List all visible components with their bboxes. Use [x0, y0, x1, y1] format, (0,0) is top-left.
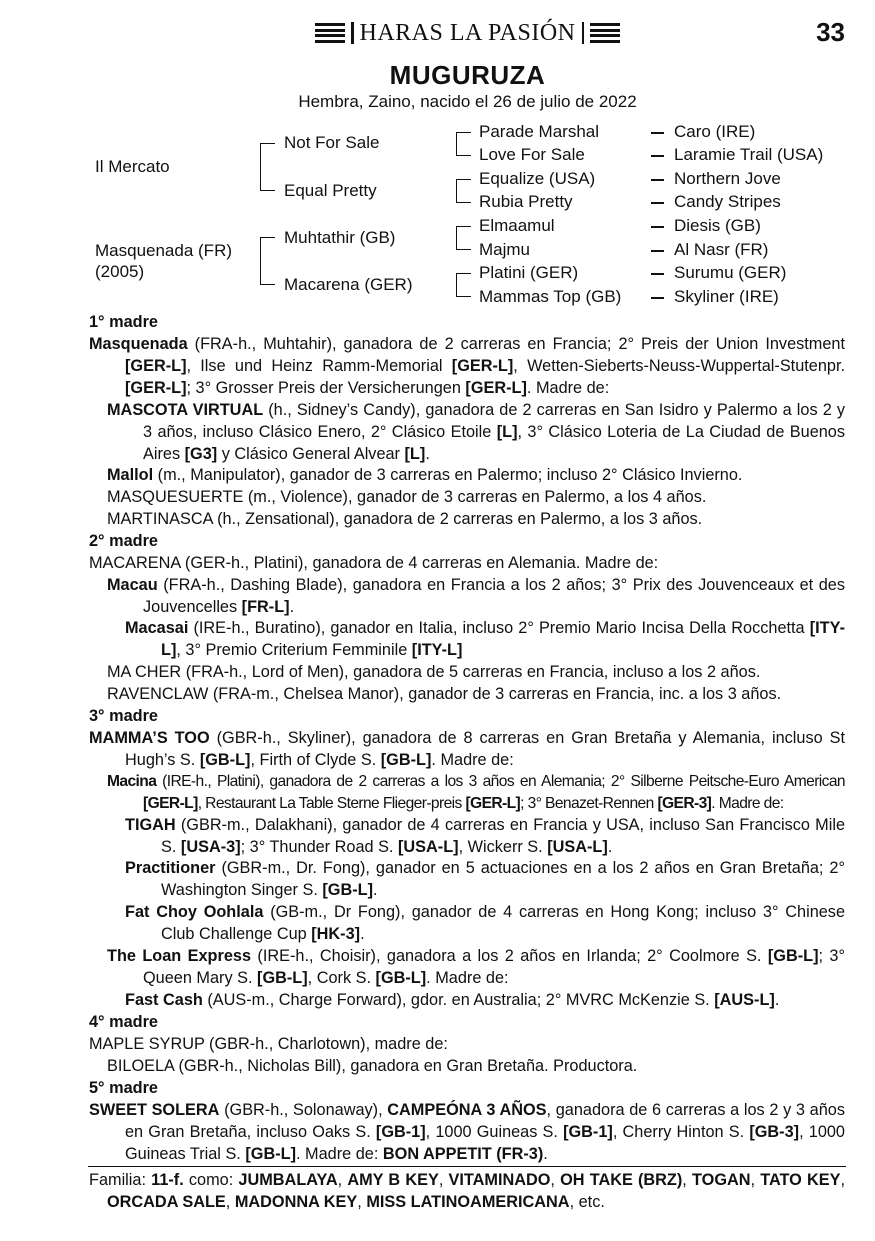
entry-text: (AUS-m., Charge Forward), gdor. en Australia; 2° MVRC McKenzie S.	[202, 991, 715, 1009]
entry-text: (IRE-h., Platini), ganadora de 2 carreras a los 3 años en Alemania; 2° Silberne Peitsche-Euro American	[156, 773, 845, 790]
entry-text: (GBR-h., Solonaway),	[219, 1101, 388, 1119]
race-grade: [GB-L]	[375, 968, 427, 987]
entry-macasai	[125, 618, 845, 662]
pedigree-dash	[651, 273, 664, 275]
section-heading: 1° madre	[89, 313, 158, 331]
race-grade: [GER-L]	[125, 378, 187, 397]
race-grade: [GER-L]	[465, 794, 521, 812]
pedigree-gen4: Al Nasr (FR)	[674, 240, 769, 259]
entry-text: (GBR-m., Dr. Fong), ganador en 5 actuaciones en a los 2 años en Gran Bretaña; 2° Washington Singer S.	[161, 859, 845, 899]
entry-macarena: MACARENA (GER-h., Platini), ganadora de 4 carreras en Alemania. Madre de:	[89, 554, 659, 572]
entry-mascota-virtual	[107, 400, 845, 465]
entry-name: Fat Choy Oohlala	[125, 903, 264, 921]
family-sep: ,	[337, 1171, 348, 1189]
horse-description: Hembra, Zaino, nacido el 26 de julio de 2022	[298, 92, 637, 111]
entry-text: , Wickerr S.	[458, 837, 548, 856]
entry-tigah	[125, 815, 845, 859]
entry-macina	[107, 771, 845, 815]
entry-fat-choy-oohlala	[125, 902, 845, 946]
race-grade: [HK-3]	[311, 924, 361, 943]
entry-text: (IRE-h., Buratino), ganador en Italia, incluso 2° Premio Mario Incisa Della Rocchetta	[188, 619, 810, 637]
entry-text: .	[543, 1144, 548, 1163]
race-grade: [GB-L]	[322, 880, 374, 899]
pedigree-dash	[651, 132, 664, 134]
pedigree-gen4: Laramie Trail (USA)	[674, 145, 824, 164]
entry-text: , Ilse und Heinz Ramm-Memorial	[186, 356, 452, 375]
pedigree-dash	[651, 250, 664, 252]
entry-name: Macasai	[125, 619, 189, 637]
pedigree-gen2: Equal Pretty	[284, 181, 377, 200]
family-sep: ,	[682, 1171, 692, 1189]
family-text: , etc.	[569, 1192, 605, 1211]
pedigree-dash	[651, 179, 664, 181]
pedigree-gen4: Diesis (GB)	[674, 216, 761, 235]
entry-text: , 3° Clásico Loteria de La Ciudad de Buenos Aires	[143, 422, 845, 463]
entry-text: .	[607, 837, 613, 856]
brand-name: HARAS LA PASIÓN	[359, 19, 576, 46]
pedigree-gen3: Mammas Top (GB)	[479, 287, 622, 306]
horse-name: MUGURUZA	[389, 60, 546, 90]
family-sep: ,	[840, 1171, 845, 1189]
family-sep: ,	[750, 1171, 761, 1189]
family-member: JUMBALAYA	[238, 1171, 338, 1189]
family-line	[89, 1170, 845, 1214]
race-grade: [USA-L]	[547, 837, 608, 856]
pedigree-dash	[651, 297, 664, 299]
pedigree-gen2: Not For Sale	[284, 133, 380, 152]
race-grade: [GER-L]	[451, 356, 514, 375]
entry-the-loan-express	[107, 946, 845, 990]
entry-text: . Madre de:	[296, 1144, 383, 1163]
entry-text: , 1000 Guineas S.	[425, 1122, 564, 1141]
race-grade: [ITY-L]	[411, 640, 463, 659]
family-text: como:	[183, 1171, 239, 1189]
bar-divider-left	[351, 22, 354, 44]
race-grade: [FR-L]	[241, 597, 290, 616]
entry-text: (m., Manipulator), ganador de 3 carreras en Palermo; incluso 2° Clásico Invierno.	[153, 466, 743, 484]
pedigree-gen4: Northern Jove	[674, 169, 781, 188]
family-member: TOGAN	[692, 1171, 751, 1189]
race-grade: [GER-L]	[125, 356, 187, 375]
pedigree-gen3: Equalize (USA)	[479, 169, 596, 188]
pedigree-gen2: Muhtathir (GB)	[284, 228, 396, 247]
entry-text: (FRA-h., Muhtahir), ganadora de 2 carreras en Francia; 2° Preis der Union Investment	[187, 335, 845, 353]
family-label: Familia:	[89, 1171, 152, 1189]
entry-text: , Firth of Clyde S.	[250, 750, 381, 769]
entry-masquesuerte: MASQUESUERTE (m., Violence), ganador de 3 carreras en Palermo, a los 4 años.	[107, 488, 707, 506]
entry-text: , Cork S.	[307, 968, 376, 987]
entry-text: (IRE-h., Choisir), ganadora a los 2 años en Irlanda; 2° Coolmore S.	[251, 947, 768, 965]
bar-divider-right	[582, 22, 585, 44]
family-member: MADONNA KEY	[234, 1192, 358, 1211]
entry-text: ; 3° Grosser Preis der Versicherungen	[186, 378, 466, 397]
race-grade: [GER-L]	[465, 378, 527, 397]
champion-title: CAMPEÓNA 3 AÑOS	[387, 1101, 547, 1119]
family-sep: ,	[225, 1192, 235, 1211]
entry-practitioner	[125, 858, 845, 902]
entry-fast-cash	[125, 990, 779, 1012]
pedigree-gen4: Skyliner (IRE)	[674, 287, 779, 306]
entry-name: TIGAH	[125, 816, 176, 834]
entry-name: MAMMA’S TOO	[89, 729, 210, 747]
entry-text: . Madre de:	[431, 750, 514, 769]
pedigree-gen4: Caro (IRE)	[674, 122, 756, 141]
pedigree-bracket	[260, 143, 275, 191]
family-member: ORCADA SALE	[107, 1192, 226, 1211]
entry-name: SWEET SOLERA	[89, 1101, 220, 1119]
entry-masquenada	[89, 334, 845, 399]
pedigree-sire: Il Mercato	[95, 157, 170, 176]
race-grade: [L]	[404, 444, 426, 463]
offspring-name: BON APPETIT (FR-3)	[382, 1144, 544, 1163]
race-grade: [GB-1]	[563, 1122, 613, 1141]
entry-text: , 1000 Guineas Trial S.	[125, 1122, 845, 1163]
entry-text: . Madre de:	[711, 794, 784, 812]
entry-text: ; 3° Thunder Road S.	[240, 837, 398, 856]
race-grade: [ITY-L]	[161, 619, 845, 659]
entry-text: .	[774, 991, 780, 1009]
race-grade: [GB-1]	[375, 1122, 426, 1141]
entry-maple-syrup: MAPLE SYRUP (GBR-h., Charlotown), madre de:	[89, 1035, 448, 1053]
race-grade: [USA-L]	[397, 837, 459, 856]
entry-text: (GBR-h., Skyliner), ganadora de 8 carreras en Gran Bretaña y Alemania, incluso St Hugh’s S.	[125, 729, 845, 769]
pedigree-gen2: Macarena (GER)	[284, 275, 413, 294]
race-grade: [GB-L]	[257, 968, 308, 987]
entry-name: Masquenada	[89, 335, 188, 353]
entry-text: , Wetten-Sieberts-Neuss-Wuppertal-Stutenpr.	[513, 356, 845, 375]
entry-text: , Cherry Hinton S.	[612, 1122, 750, 1141]
race-grade: [GB-L]	[199, 750, 251, 769]
race-grade: [L]	[496, 422, 518, 441]
page-number: 33	[816, 17, 845, 47]
family-member: VITAMINADO	[448, 1171, 551, 1189]
entry-name: Practitioner	[125, 859, 216, 877]
race-grade: [GB-L]	[245, 1144, 296, 1163]
entry-text: y Clásico General Alvear	[217, 444, 405, 463]
entry-text: (h., Sidney’s Candy), ganadora de 2 carreras en San Isidro y Palermo a los 2 y 3 años, incluso Clásico Enero, 2° Clásico Etoile	[143, 401, 846, 441]
entry-name: Macau	[107, 576, 158, 594]
pedigree-gen3: Rubia Pretty	[479, 192, 573, 211]
race-grade: [AUS-L]	[714, 991, 775, 1009]
entry-biloela: BILOELA (GBR-h., Nicholas Bill), ganadora en Gran Bretaña. Productora.	[107, 1057, 638, 1075]
entry-ravenclaw: RAVENCLAW (FRA-m., Chelsea Manor), ganador de 3 carreras en Francia, inc. a los 3 años.	[107, 685, 782, 703]
race-grade: [USA-3]	[180, 837, 241, 856]
family-sep: ,	[550, 1171, 561, 1189]
pedigree-gen4: Candy Stripes	[674, 192, 781, 211]
entry-name: Macina	[107, 773, 157, 790]
entry-text: .	[425, 444, 430, 463]
pedigree-bracket	[456, 179, 471, 203]
entry-text: , Restaurant La Table Sterne Flieger-preis	[197, 794, 466, 812]
family-member: AMY B KEY	[347, 1171, 439, 1189]
entry-text: . Madre de:	[526, 378, 610, 397]
pedigree-bracket	[456, 132, 471, 156]
family-number: 11-f.	[151, 1171, 184, 1189]
section-heading: 4° madre	[89, 1013, 158, 1031]
pedigree-bracket	[456, 226, 471, 250]
entry-text: (GB-m., Dr Fong), ganador de 4 carreras en Hong Kong; incluso 3° Chinese Club Challenge Cup	[161, 903, 845, 943]
pedigree-dash	[651, 155, 664, 157]
race-grade: [GB-L]	[380, 750, 432, 769]
bars-right-decoration	[590, 23, 620, 43]
entry-sweet-solera	[89, 1100, 845, 1165]
entry-name: The Loan Express	[107, 947, 251, 965]
entry-text: .	[289, 597, 295, 616]
entry-name: Fast Cash	[125, 991, 203, 1009]
entry-text: ; 3° Benazet-Rennen	[520, 794, 658, 812]
pedigree-bracket	[456, 273, 471, 297]
pedigree-gen3: Platini (GER)	[479, 263, 579, 282]
pedigree-dam: Masquenada (FR)	[95, 241, 233, 260]
entry-martinasca: MARTINASCA (h., Zensational), ganadora de 2 carreras en Palermo, a los 3 años.	[107, 510, 703, 528]
entry-text: , ganadora de 6 carreras a los 2 y 3 años en Gran Bretaña, incluso Oaks S.	[125, 1101, 845, 1141]
entry-text: , 3° Premio Criterium Femminile	[176, 640, 412, 659]
entry-text: (FRA-h., Dashing Blade), ganadora en Francia a los 2 años; 3° Prix des Jouvenceaux et des Jouvencelles	[143, 576, 845, 616]
family-sep: ,	[357, 1192, 367, 1211]
race-grade: [G3]	[184, 444, 218, 463]
race-grade: [GB-L]	[767, 947, 819, 965]
entry-text: .	[360, 924, 365, 943]
pedigree-dash	[651, 226, 664, 228]
entry-mallol	[107, 465, 742, 487]
entry-text: ; 3° Queen Mary S.	[143, 947, 845, 987]
entry-ma-cher: MA CHER (FRA-h., Lord of Men), ganadora de 5 carreras en Francia, incluso a los 2 años.	[107, 663, 761, 681]
race-grade: [GER-L]	[143, 794, 198, 812]
section-heading: 3° madre	[89, 707, 158, 725]
pedigree-bracket	[260, 237, 275, 285]
entry-mammas-too	[89, 728, 845, 772]
entry-name: Mallol	[107, 466, 154, 484]
section-heading: 5° madre	[89, 1079, 158, 1097]
entry-text: . Madre de:	[426, 968, 509, 987]
pedigree-dam-year: (2005)	[95, 262, 145, 281]
family-member: TATO KEY	[760, 1171, 841, 1189]
section-heading: 2° madre	[89, 532, 158, 550]
brand-header	[315, 17, 620, 49]
entry-text: .	[373, 880, 378, 899]
pedigree-gen4: Surumu (GER)	[674, 263, 787, 282]
family-member: OH TAKE (BRZ)	[560, 1171, 683, 1189]
entry-text: (GBR-m., Dalakhani), ganador de 4 carreras en Francia y USA, incluso San Francisco Mile S.	[161, 816, 845, 856]
entry-macau	[107, 575, 845, 619]
family-member: MISS LATINOAMERICANA	[366, 1192, 570, 1211]
entry-name: MASCOTA VIRTUAL	[107, 401, 264, 419]
footer-divider	[88, 1166, 846, 1167]
pedigree-gen3: Parade Marshal	[479, 122, 600, 141]
pedigree-gen3: Majmu	[479, 240, 531, 259]
pedigree-gen3: Love For Sale	[479, 145, 585, 164]
bars-left-decoration	[315, 23, 345, 43]
pedigree-gen3: Elmaamul	[479, 216, 555, 235]
race-grade: [GB-3]	[749, 1122, 800, 1141]
family-sep: ,	[438, 1171, 449, 1189]
pedigree-dash	[651, 202, 664, 204]
race-grade: [GER-3]	[657, 794, 712, 812]
